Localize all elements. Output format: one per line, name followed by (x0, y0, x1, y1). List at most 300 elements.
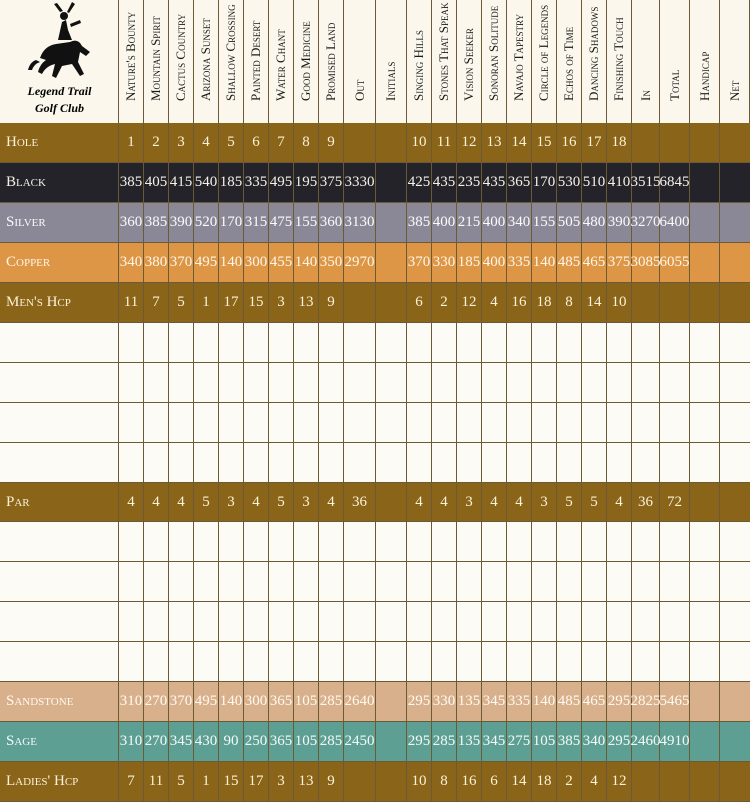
initials-cell (376, 363, 407, 402)
row-label (0, 403, 119, 442)
hole-11-cell: 4 (432, 483, 457, 521)
hole-11-cell: 8 (432, 762, 457, 801)
initials-cell (376, 123, 407, 162)
hole-7-cell (269, 403, 294, 442)
hole-18-cell (607, 602, 632, 641)
hole-1-cell (119, 602, 144, 641)
net-cell (720, 722, 750, 761)
hole-1-cell: 4 (119, 483, 144, 521)
hole-14-cell: 4 (507, 483, 532, 521)
initials-cell (376, 682, 407, 721)
hole-11-cell (432, 602, 457, 641)
out-cell (344, 363, 376, 402)
hole-1-cell: 360 (119, 203, 144, 242)
hole-16-cell (557, 562, 582, 601)
hole-11-cell (432, 522, 457, 561)
score-entry-row[interactable] (0, 443, 750, 483)
hole-12-cell (457, 602, 482, 641)
hole-1-cell (119, 443, 144, 482)
net-cell (720, 443, 750, 482)
hole-10-cell: 10 (407, 123, 432, 162)
hole-6-cell: 250 (244, 722, 269, 761)
hole-12-cell: 135 (457, 682, 482, 721)
hole-18-cell (607, 323, 632, 362)
hole-13-cell (482, 562, 507, 601)
handicap-cell (690, 243, 720, 282)
total-header-label: Total (666, 69, 682, 101)
hole-name-1 (119, 0, 144, 123)
hole-13-cell: 4 (482, 483, 507, 521)
out-cell: 2640 (344, 682, 376, 721)
hole-10-cell: 370 (407, 243, 432, 282)
hole-13-cell (482, 323, 507, 362)
hole-15-cell (532, 323, 557, 362)
hole-15-cell (532, 642, 557, 681)
hole-9-cell: 9 (319, 762, 344, 801)
hole-14-cell: 340 (507, 203, 532, 242)
hole-13-cell (482, 443, 507, 482)
net-cell (720, 363, 750, 402)
hole-16-cell (557, 443, 582, 482)
hole-10-cell: 295 (407, 682, 432, 721)
score-entry-row[interactable] (0, 403, 750, 443)
hole-14-cell: 16 (507, 283, 532, 322)
hole-1-cell: 1 (119, 123, 144, 162)
hole-11-cell: 330 (432, 243, 457, 282)
par-row (0, 483, 750, 522)
hole-name-9 (319, 0, 344, 123)
hole-10-cell: 425 (407, 163, 432, 202)
hole-8-cell: 155 (294, 203, 319, 242)
hole-11-cell: 330 (432, 682, 457, 721)
in-cell (632, 762, 660, 801)
net-cell (720, 403, 750, 442)
hole-18-cell: 410 (607, 163, 632, 202)
hole-name-14-label: Navajo Tapestry (511, 13, 526, 101)
initials-cell (376, 762, 407, 801)
hole-name-11-label: Stones That Speak (436, 2, 451, 101)
hole-11-cell (432, 642, 457, 681)
hole-7-cell (269, 363, 294, 402)
hole-3-cell: 4 (169, 483, 194, 521)
score-entry-row[interactable] (0, 323, 750, 363)
hole-12-cell (457, 323, 482, 362)
hole-8-cell (294, 642, 319, 681)
hole-8-cell: 105 (294, 722, 319, 761)
hole-6-cell: 335 (244, 163, 269, 202)
hole-18-cell (607, 642, 632, 681)
hole-9-cell: 375 (319, 163, 344, 202)
hole-14-cell: 335 (507, 682, 532, 721)
sage-row (0, 722, 750, 762)
hole-name-3-label: Cactus Country (173, 13, 188, 101)
hole-18-cell: 390 (607, 203, 632, 242)
hole-10-cell: 10 (407, 762, 432, 801)
hole-2-cell (144, 323, 169, 362)
hole-3-cell: 3 (169, 123, 194, 162)
hole-7-cell (269, 642, 294, 681)
hole-6-cell: 15 (244, 283, 269, 322)
hole-14-cell: 335 (507, 243, 532, 282)
hole-16-cell (557, 642, 582, 681)
handicap-header (690, 0, 720, 123)
hole-9-cell (319, 522, 344, 561)
hole-5-cell (219, 363, 244, 402)
hole-4-cell (194, 522, 219, 561)
hole-10-cell (407, 562, 432, 601)
hole-8-cell (294, 403, 319, 442)
score-entry-row[interactable] (0, 562, 750, 602)
hole-10-cell (407, 363, 432, 402)
hole-2-cell (144, 562, 169, 601)
hole-15-cell: 155 (532, 203, 557, 242)
handicap-cell (690, 443, 720, 482)
hole-16-cell (557, 602, 582, 641)
hole-17-cell: 340 (582, 722, 607, 761)
net-cell (720, 243, 750, 282)
total-cell (660, 283, 690, 322)
hole-15-cell (532, 403, 557, 442)
hole-10-cell (407, 522, 432, 561)
hole-6-cell (244, 403, 269, 442)
hole-name-10 (407, 0, 432, 123)
hole-3-cell: 415 (169, 163, 194, 202)
hole-name-17-label: Dancing Shadows (586, 6, 601, 101)
hole-6-cell (244, 323, 269, 362)
hole-17-cell: 510 (582, 163, 607, 202)
hole-17-cell: 4 (582, 762, 607, 801)
hole-5-cell (219, 642, 244, 681)
hole-12-cell: 215 (457, 203, 482, 242)
hole-1-cell: 310 (119, 682, 144, 721)
hole-12-cell (457, 403, 482, 442)
scorecard-header (0, 0, 750, 123)
in-cell: 2825 (632, 682, 660, 721)
hole-13-cell (482, 403, 507, 442)
hole-5-cell: 15 (219, 762, 244, 801)
hole-15-cell: 105 (532, 722, 557, 761)
hole-11-cell: 2 (432, 283, 457, 322)
hole-row (0, 123, 750, 163)
hole-8-cell: 3 (294, 483, 319, 521)
initials-cell (376, 722, 407, 761)
row-label: Men's Hcp (0, 283, 119, 322)
hole-name-9-label: Promised Land (323, 22, 338, 101)
hole-16-cell: 485 (557, 243, 582, 282)
hole-name-16-label: Echos of Time (561, 26, 576, 101)
handicap-cell (690, 562, 720, 601)
hole-4-cell: 1 (194, 762, 219, 801)
hole-15-cell: 140 (532, 682, 557, 721)
in-cell (632, 323, 660, 362)
score-entry-row[interactable] (0, 642, 750, 682)
net-cell (720, 283, 750, 322)
hole-12-cell (457, 443, 482, 482)
hole-6-cell (244, 562, 269, 601)
score-entry-row[interactable] (0, 522, 750, 562)
hole-13-cell: 6 (482, 762, 507, 801)
hole-8-cell: 105 (294, 682, 319, 721)
hole-3-cell (169, 323, 194, 362)
row-label (0, 363, 119, 402)
hole-18-cell: 18 (607, 123, 632, 162)
hole-18-cell (607, 443, 632, 482)
handicap-cell (690, 403, 720, 442)
initials-cell (376, 483, 407, 521)
net-cell (720, 323, 750, 362)
hole-16-cell (557, 363, 582, 402)
hole-6-cell (244, 522, 269, 561)
hole-7-cell (269, 323, 294, 362)
hole-5-cell: 170 (219, 203, 244, 242)
handicap-cell (690, 163, 720, 202)
row-label (0, 443, 119, 482)
hole-name-15 (532, 0, 557, 123)
hole-1-cell (119, 522, 144, 561)
hole-6-cell (244, 363, 269, 402)
hole-17-cell (582, 562, 607, 601)
score-entry-row[interactable] (0, 363, 750, 403)
initials-cell (376, 203, 407, 242)
hole-6-cell (244, 602, 269, 641)
in-cell (632, 602, 660, 641)
hole-15-cell: 18 (532, 283, 557, 322)
score-entry-row[interactable] (0, 602, 750, 642)
hole-4-cell (194, 443, 219, 482)
hole-1-cell: 385 (119, 163, 144, 202)
hole-9-cell (319, 323, 344, 362)
handicap-cell (690, 363, 720, 402)
hole-12-cell: 135 (457, 722, 482, 761)
hole-8-cell (294, 363, 319, 402)
hole-4-cell (194, 323, 219, 362)
hole-7-cell: 455 (269, 243, 294, 282)
hole-name-3 (169, 0, 194, 123)
out-header (344, 0, 376, 123)
hole-13-cell (482, 522, 507, 561)
hole-13-cell: 4 (482, 283, 507, 322)
hole-9-cell: 285 (319, 722, 344, 761)
hole-name-11 (432, 0, 457, 123)
hole-name-17 (582, 0, 607, 123)
hole-12-cell: 12 (457, 283, 482, 322)
hole-name-10-label: Singing Hills (411, 30, 426, 101)
hole-13-cell (482, 602, 507, 641)
hole-3-cell: 390 (169, 203, 194, 242)
hole-5-cell (219, 602, 244, 641)
hole-16-cell (557, 403, 582, 442)
total-cell (660, 522, 690, 561)
hole-18-cell: 295 (607, 722, 632, 761)
out-cell (344, 602, 376, 641)
hole-14-cell: 275 (507, 722, 532, 761)
hole-2-cell: 7 (144, 283, 169, 322)
hole-4-cell: 4 (194, 123, 219, 162)
hole-8-cell (294, 602, 319, 641)
hole-12-cell: 3 (457, 483, 482, 521)
in-cell (632, 363, 660, 402)
hole-14-cell (507, 602, 532, 641)
hole-8-cell (294, 323, 319, 362)
hole-8-cell: 195 (294, 163, 319, 202)
net-cell (720, 642, 750, 681)
hole-1-cell: 340 (119, 243, 144, 282)
hole-5-cell: 185 (219, 163, 244, 202)
in-header-label: In (637, 90, 653, 101)
hole-18-cell (607, 522, 632, 561)
hole-7-cell: 3 (269, 762, 294, 801)
row-label: Black (0, 163, 119, 202)
in-cell (632, 403, 660, 442)
black-row (0, 163, 750, 203)
row-label: Par (0, 483, 119, 521)
hole-12-cell (457, 522, 482, 561)
club-name-line2: Golf Club (34, 101, 84, 115)
in-cell (632, 522, 660, 561)
hole-6-cell: 4 (244, 483, 269, 521)
hole-4-cell (194, 602, 219, 641)
hole-14-cell: 365 (507, 163, 532, 202)
hole-2-cell: 405 (144, 163, 169, 202)
net-cell (720, 522, 750, 561)
hole-name-18 (607, 0, 632, 123)
hole-name-4 (194, 0, 219, 123)
hole-17-cell (582, 602, 607, 641)
initials-cell (376, 602, 407, 641)
club-name-line1: Legend Trail (27, 84, 92, 98)
hole-name-2 (144, 0, 169, 123)
out-cell: 2450 (344, 722, 376, 761)
hole-11-cell: 400 (432, 203, 457, 242)
handicap-cell (690, 203, 720, 242)
hole-14-cell (507, 363, 532, 402)
total-cell: 6400 (660, 203, 690, 242)
hole-3-cell: 370 (169, 682, 194, 721)
row-label (0, 602, 119, 641)
handicap-cell (690, 123, 720, 162)
hole-6-cell: 17 (244, 762, 269, 801)
hole-2-cell (144, 443, 169, 482)
hole-8-cell: 140 (294, 243, 319, 282)
club-logo (0, 0, 119, 123)
hole-11-cell (432, 562, 457, 601)
initials-header-label: Initials (383, 61, 398, 101)
hole-7-cell: 7 (269, 123, 294, 162)
out-cell: 3330 (344, 163, 376, 202)
initials-cell (376, 323, 407, 362)
hole-10-cell: 4 (407, 483, 432, 521)
sand-row (0, 682, 750, 722)
total-cell (660, 443, 690, 482)
hole-18-cell: 12 (607, 762, 632, 801)
hole-name-5-label: Shallow Crossing (223, 4, 238, 101)
hole-9-cell: 360 (319, 203, 344, 242)
initials-cell (376, 283, 407, 322)
in-cell: 36 (632, 483, 660, 521)
hole-13-cell: 435 (482, 163, 507, 202)
row-label (0, 522, 119, 561)
out-cell (344, 283, 376, 322)
hole-15-cell (532, 602, 557, 641)
handicap-cell (690, 602, 720, 641)
hole-3-cell: 370 (169, 243, 194, 282)
out-cell (344, 762, 376, 801)
hole-name-2-label: Mountain Spirit (148, 16, 163, 101)
hole-18-cell: 295 (607, 682, 632, 721)
hole-1-cell: 11 (119, 283, 144, 322)
hole-6-cell (244, 443, 269, 482)
hole-10-cell (407, 602, 432, 641)
hole-name-5 (219, 0, 244, 123)
hole-17-cell: 480 (582, 203, 607, 242)
hole-17-cell (582, 522, 607, 561)
row-label (0, 642, 119, 681)
total-cell (660, 642, 690, 681)
hole-12-cell (457, 363, 482, 402)
hole-2-cell: 11 (144, 762, 169, 801)
hole-3-cell (169, 522, 194, 561)
hole-2-cell: 2 (144, 123, 169, 162)
hole-10-cell (407, 323, 432, 362)
hole-name-6 (244, 0, 269, 123)
out-cell (344, 403, 376, 442)
hole-8-cell (294, 562, 319, 601)
hole-7-cell (269, 443, 294, 482)
initials-cell (376, 403, 407, 442)
hole-9-cell (319, 363, 344, 402)
hole-7-cell (269, 602, 294, 641)
hole-4-cell: 495 (194, 682, 219, 721)
in-cell: 2460 (632, 722, 660, 761)
hole-5-cell: 140 (219, 243, 244, 282)
hole-16-cell: 2 (557, 762, 582, 801)
hole-3-cell: 345 (169, 722, 194, 761)
hole-name-13-label: Sonoran Solitude (486, 5, 501, 101)
total-cell (660, 123, 690, 162)
row-label: Sage (0, 722, 119, 761)
handicap-cell (690, 283, 720, 322)
hole-9-cell (319, 443, 344, 482)
handicap-cell (690, 323, 720, 362)
hole-name-18-label: Finishing Touch (611, 17, 626, 101)
out-cell (344, 642, 376, 681)
handicap-cell (690, 522, 720, 561)
hole-8-cell: 13 (294, 762, 319, 801)
hole-3-cell (169, 642, 194, 681)
total-cell (660, 602, 690, 641)
hole-14-cell: 14 (507, 762, 532, 801)
hole-9-cell: 350 (319, 243, 344, 282)
net-cell (720, 602, 750, 641)
in-cell (632, 562, 660, 601)
hole-18-cell (607, 403, 632, 442)
hole-name-13 (482, 0, 507, 123)
hole-3-cell (169, 443, 194, 482)
hcp-row (0, 283, 750, 323)
hole-name-7-label: Water Chant (273, 29, 288, 101)
hole-2-cell (144, 522, 169, 561)
hole-17-cell (582, 363, 607, 402)
hole-10-cell: 6 (407, 283, 432, 322)
hole-7-cell (269, 522, 294, 561)
hole-12-cell (457, 562, 482, 601)
hole-name-4-label: Arizona Sunset (198, 18, 213, 101)
hole-1-cell (119, 323, 144, 362)
hole-13-cell (482, 363, 507, 402)
hole-15-cell: 170 (532, 163, 557, 202)
hole-13-cell: 345 (482, 682, 507, 721)
hole-3-cell (169, 403, 194, 442)
